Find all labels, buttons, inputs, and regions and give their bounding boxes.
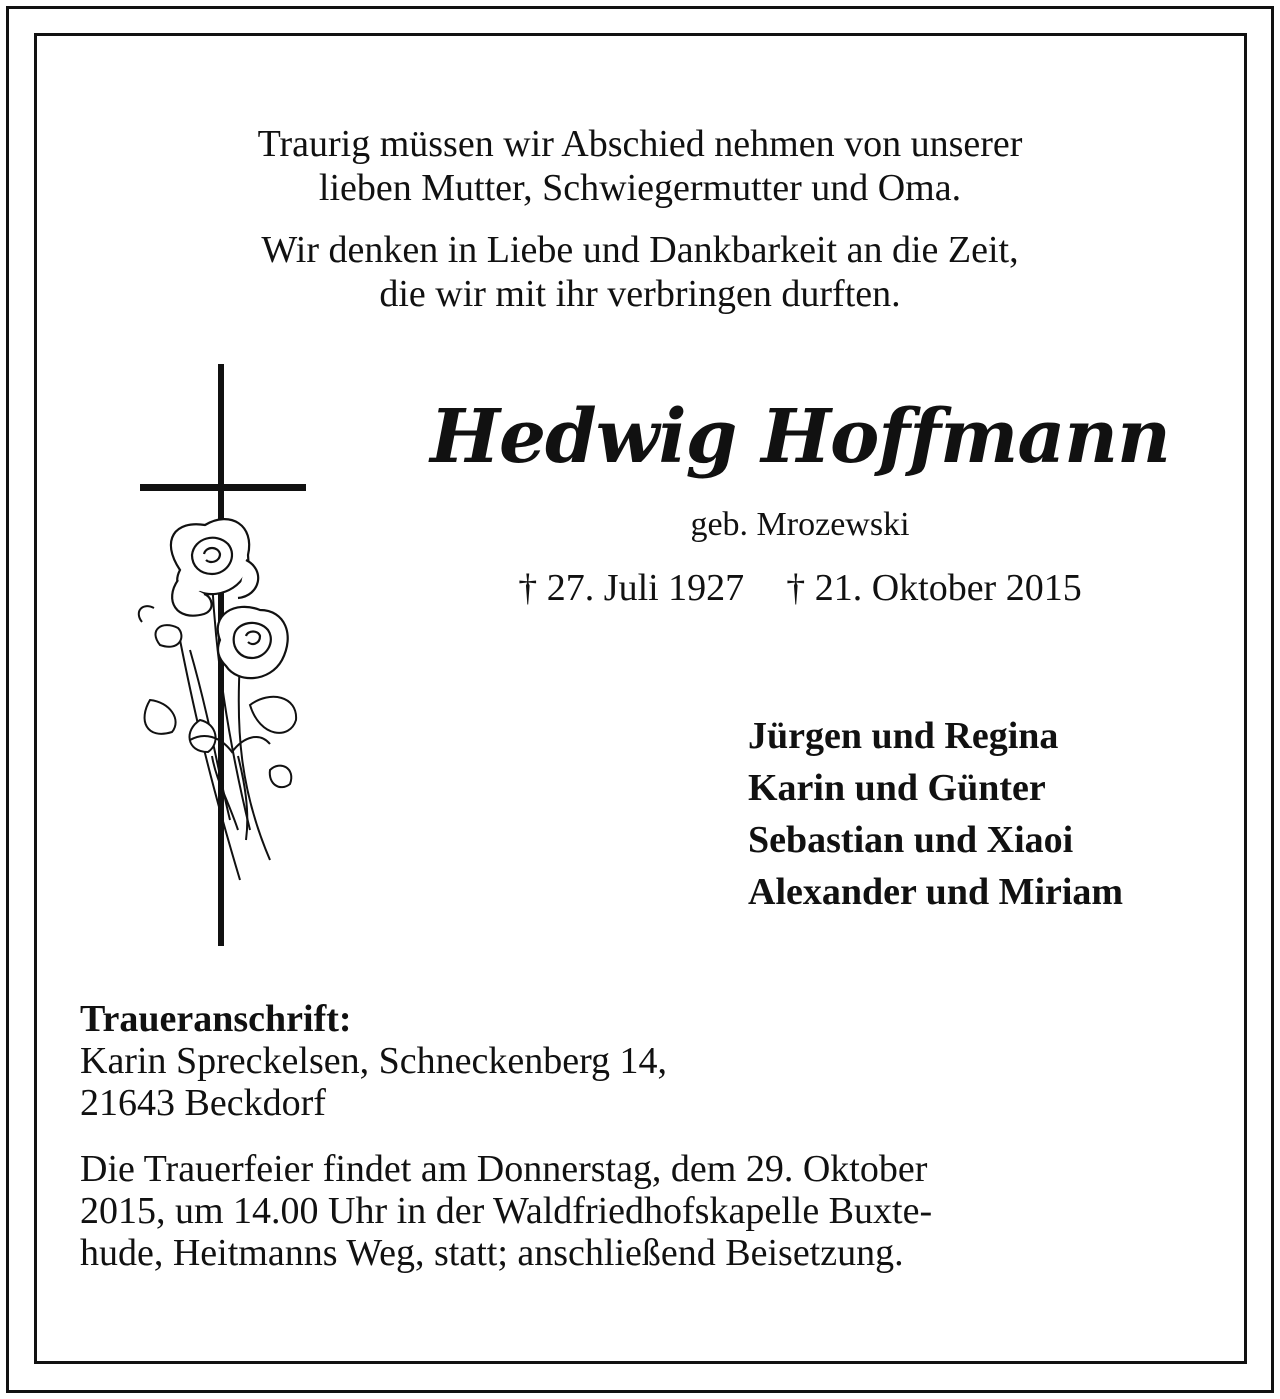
birth-date: † 27. Juli 1927 bbox=[518, 567, 745, 609]
mourner-name: Sebastian und Xiaoi bbox=[748, 819, 1074, 861]
life-dates bbox=[400, 566, 1200, 610]
ceremony-line: Die Trauerfeier findet am Donnerstag, dem 29. Oktober bbox=[80, 1148, 928, 1190]
ceremony-line: 2015, um 14.00 Uhr in der Waldfriedhofskapelle Buxte- bbox=[80, 1190, 933, 1232]
address-line: Karin Spreckelsen, Schneckenberg 14, bbox=[80, 1040, 668, 1082]
mourners-list bbox=[748, 710, 1123, 918]
deceased-name: Hedwig Hoffmann bbox=[430, 394, 1170, 480]
ceremony-line: hude, Heitmanns Weg, statt; anschließend Beisetzung. bbox=[80, 1232, 904, 1274]
intro-paragraph-1 bbox=[40, 122, 1240, 210]
intro-line: lieben Mutter, Schwiegermutter und Oma. bbox=[318, 167, 962, 209]
death-date: † 21. Oktober 2015 bbox=[786, 567, 1082, 609]
mourner-name: Karin und Günter bbox=[748, 767, 1046, 809]
mourning-address bbox=[80, 998, 1210, 1124]
address-heading: Traueranschrift: bbox=[80, 998, 352, 1040]
mourner-name: Jürgen und Regina bbox=[748, 715, 1059, 757]
intro-line: Traurig müssen wir Abschied nehmen von unserer bbox=[257, 123, 1023, 165]
maiden-name: geb. Mrozewski bbox=[690, 506, 910, 543]
cross-with-roses-icon bbox=[120, 360, 320, 950]
mourner-name: Alexander und Miriam bbox=[748, 871, 1124, 913]
intro-paragraph-2 bbox=[40, 228, 1240, 316]
intro-line: Wir denken in Liebe und Dankbarkeit an die Zeit, bbox=[261, 229, 1019, 271]
ceremony-info bbox=[80, 1148, 1200, 1274]
address-line: 21643 Beckdorf bbox=[80, 1082, 326, 1124]
intro-line: die wir mit ihr verbringen durften. bbox=[379, 273, 901, 315]
